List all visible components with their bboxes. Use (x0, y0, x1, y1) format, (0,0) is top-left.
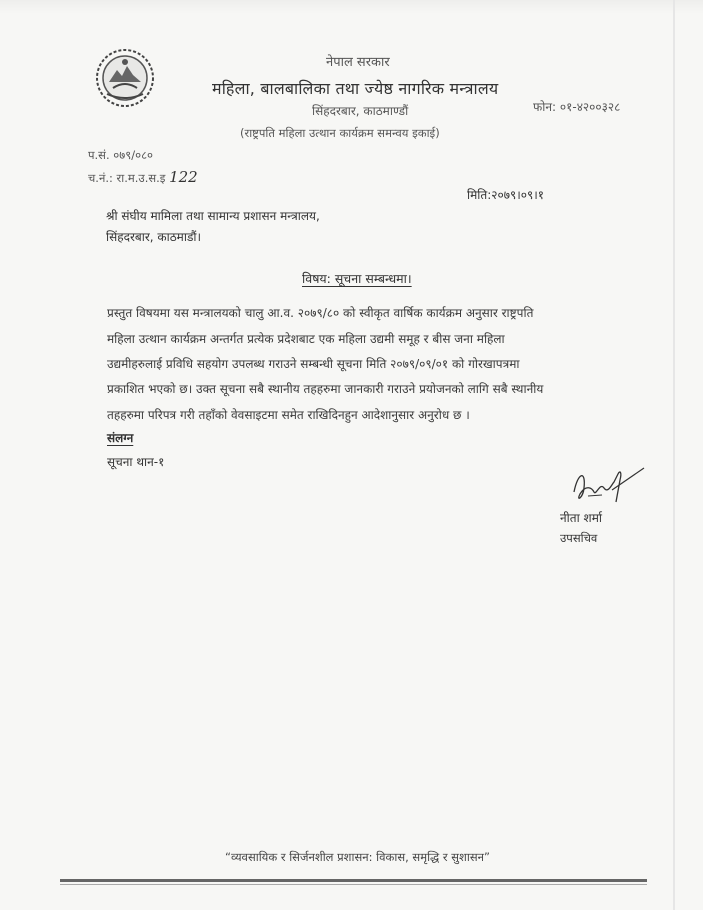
nepal-emblem-icon (95, 48, 155, 108)
signatory-name: नीता शर्मा (560, 511, 602, 525)
office-location: सिंहदरबार, काठमाण्डौं (312, 104, 409, 118)
scan-edge (673, 0, 675, 910)
body-line: उद्यमीहरुलाई प्रविधि सहयोग उपलब्ध गराउने सम्बन्धी सूचना मिति २०७९/०९/०१ को गोरखापत्रमा (107, 357, 520, 371)
addressee-line-2: सिंहदरबार, काठमाडौं। (106, 230, 202, 244)
footer-rule-thin (60, 884, 647, 885)
body-line: प्रस्तुत विषयमा यस मन्त्रालयको चालु आ.व. २०७९/८० को स्वीकृत वार्षिक कार्यक्रम अनुसार राष्ट्रपति (107, 306, 534, 320)
letter-date: मिति:२०७९।०९।१ (467, 188, 545, 202)
government-name: नेपाल सरकार (326, 55, 390, 70)
ministry-name: महिला, बालबालिका तथा ज्येष्ठ नागरिक मन्त्रालय (212, 79, 499, 98)
dispatch-prefix: च.नं.: रा.म.उ.स.इ (88, 171, 166, 185)
phone-number: फोन: ०१-४२००३२८ (533, 100, 621, 114)
enclosure-label: संलग्न (107, 431, 134, 445)
enclosure-item: सूचना थान-१ (107, 455, 165, 469)
signatory-title: उपसचिव (560, 531, 598, 545)
letter-subject: विषय: सूचना सम्बन्धमा। (302, 271, 412, 286)
unit-name: (राष्ट्रपति महिला उत्थान कार्यक्रम समन्वय इकाई) (240, 126, 440, 140)
fiscal-year-ref: प.सं. ०७९/०८० (88, 148, 154, 162)
signature-icon (568, 462, 648, 514)
footer-rule (60, 879, 647, 882)
addressee-line-1: श्री संघीय मामिला तथा सामान्य प्रशासन मन्त्रालय, (106, 209, 320, 223)
footer-motto: “व्यवसायिक र सिर्जनशील प्रशासन: विकास, समृद्धि र सुशासन” (225, 850, 490, 864)
dispatch-ref (88, 168, 198, 186)
body-line: तहहरुमा परिपत्र गरी तहाँको वेवसाइटमा समेत राखिदिनहुन आदेशानुसार अनुरोध छ । (107, 408, 470, 422)
body-line: प्रकाशित भएको छ। उक्त सूचना सबै स्थानीय तहहरुमा जानकारी गराउने प्रयोजनको लागि सबै स्थानीय (107, 382, 544, 396)
scan-shadow (0, 0, 703, 14)
dispatch-number: 122 (169, 168, 198, 186)
body-line: महिला उत्थान कार्यक्रम अन्तर्गत प्रत्येक प्रदेशबाट एक महिला उद्यमी समूह र बीस जना महिला (107, 332, 505, 346)
